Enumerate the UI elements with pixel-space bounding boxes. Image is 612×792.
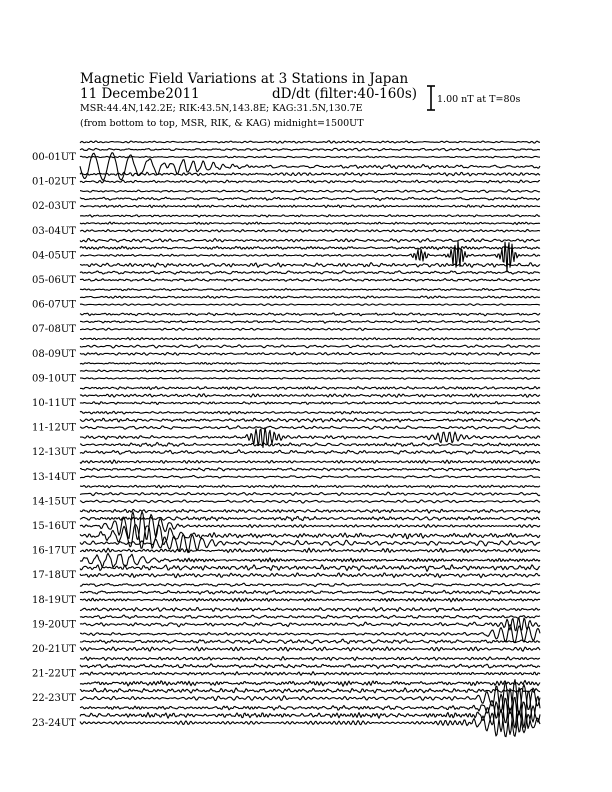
trace-rik <box>80 394 540 398</box>
trace-rik <box>80 565 540 572</box>
hour-label: 17-18UT <box>32 570 76 582</box>
trace-kag <box>80 387 540 390</box>
trace-kag <box>80 583 540 587</box>
trace-rik <box>80 697 540 734</box>
trace-rik <box>80 271 540 274</box>
hour-label: 13-14UT <box>32 471 76 483</box>
trace-kag <box>80 338 540 340</box>
hour-label: 05-06UT <box>32 275 76 286</box>
scale-bar <box>427 86 435 110</box>
trace-msr <box>80 352 540 355</box>
trace-msr <box>80 328 540 330</box>
hour-label: 19-20UT <box>32 619 76 631</box>
trace-kag <box>80 608 540 612</box>
trace-msr <box>80 548 540 552</box>
trace-msr <box>80 450 540 455</box>
hour-label: 07-08UT <box>32 324 76 336</box>
hour-label: 18-19UT <box>32 594 76 606</box>
trace-kag <box>80 625 540 643</box>
trace-rik <box>80 370 540 372</box>
trace-msr <box>80 476 540 479</box>
trace-kag <box>80 288 540 290</box>
trace-kag <box>80 411 540 414</box>
trace-rik <box>80 320 540 323</box>
trace-kag <box>80 215 540 217</box>
chart-date: 11 Decembe2011 <box>80 86 200 102</box>
trace-rik <box>80 468 540 471</box>
trace-kag <box>80 460 540 464</box>
trace-rik <box>80 222 540 225</box>
trace-msr <box>80 426 540 429</box>
hour-label: 12-13UT <box>32 447 76 459</box>
trace-rik <box>80 664 540 669</box>
hour-label: 15-16UT <box>32 521 76 532</box>
chart-data-type: dD/dt (filter:40-160s) <box>272 86 418 102</box>
hour-label: 20-21UT <box>32 644 76 655</box>
trace-rik <box>80 590 540 594</box>
trace-kag <box>80 141 540 143</box>
trace-msr <box>80 378 540 380</box>
hour-label: 02-03UT <box>32 201 76 213</box>
scale-bar-label: 1.00 nT at T=80s <box>437 94 521 105</box>
trace-msr <box>80 230 540 232</box>
trace-rik <box>80 197 540 200</box>
trace-kag <box>80 509 540 513</box>
trace-rik <box>80 418 540 422</box>
trace-rik <box>80 442 540 446</box>
hour-label: 22-23UT <box>32 693 76 705</box>
trace-msr <box>80 500 540 503</box>
trace-msr <box>80 672 540 676</box>
hour-label: 21-22UT <box>32 668 76 680</box>
trace-kag <box>80 485 540 488</box>
trace-kag <box>80 190 540 193</box>
hour-label: 00-01UT <box>32 152 76 163</box>
hour-label: 11-12UT <box>32 422 76 434</box>
traces <box>80 141 540 737</box>
trace-kag <box>80 680 540 686</box>
trace-kag <box>80 553 540 567</box>
station-order-note: (from bottom to top, MSR, RIK, & KAG) midnight=1500UT <box>80 118 364 129</box>
hour-label: 16-17UT <box>32 545 76 557</box>
hour-label: 10-11UT <box>32 398 76 409</box>
hour-label: 23-24UT <box>32 717 76 729</box>
trace-rik <box>80 345 540 348</box>
trace-msr <box>80 598 540 602</box>
trace-msr <box>80 708 540 737</box>
hour-label: 06-07UT <box>32 299 76 311</box>
trace-rik <box>80 615 540 619</box>
trace-rik <box>80 688 540 693</box>
trace-msr <box>80 205 540 208</box>
hour-labels <box>32 152 76 729</box>
hour-label: 14-15UT <box>32 496 76 508</box>
trace-kag <box>80 239 540 243</box>
hour-label: 01-02UT <box>32 176 76 188</box>
trace-rik <box>80 639 540 644</box>
hour-label: 08-09UT <box>32 348 76 360</box>
trace-msr <box>80 279 540 282</box>
trace-msr <box>80 304 540 306</box>
trace-rik <box>80 492 540 496</box>
trace-msr <box>80 618 540 631</box>
trace-kag <box>80 524 540 548</box>
trace-rik <box>80 148 540 151</box>
trace-msr <box>80 241 540 272</box>
hour-label: 04-05UT <box>32 250 76 262</box>
trace-msr <box>80 573 540 578</box>
trace-kag <box>80 263 540 268</box>
trace-rik <box>80 246 540 250</box>
trace-kag <box>80 657 540 661</box>
trace-msr <box>80 647 540 651</box>
hour-label: 09-10UT <box>32 373 76 385</box>
trace-kag <box>80 362 540 365</box>
trace-rik <box>80 517 540 521</box>
trace-msr <box>80 156 540 158</box>
trace-kag <box>80 313 540 316</box>
trace-msr <box>80 402 540 405</box>
chart-title: Magnetic Field Variations at 3 Stations in Japan <box>80 71 409 87</box>
hour-label: 03-04UT <box>32 225 76 237</box>
trace-rik <box>80 172 540 176</box>
trace-rik <box>80 296 540 299</box>
trace-msr <box>80 180 540 183</box>
station-coordinates: MSR:44.4N,142.2E; RIK:43.5N,143.8E; KAG:31.5N,130.7E <box>80 103 363 114</box>
